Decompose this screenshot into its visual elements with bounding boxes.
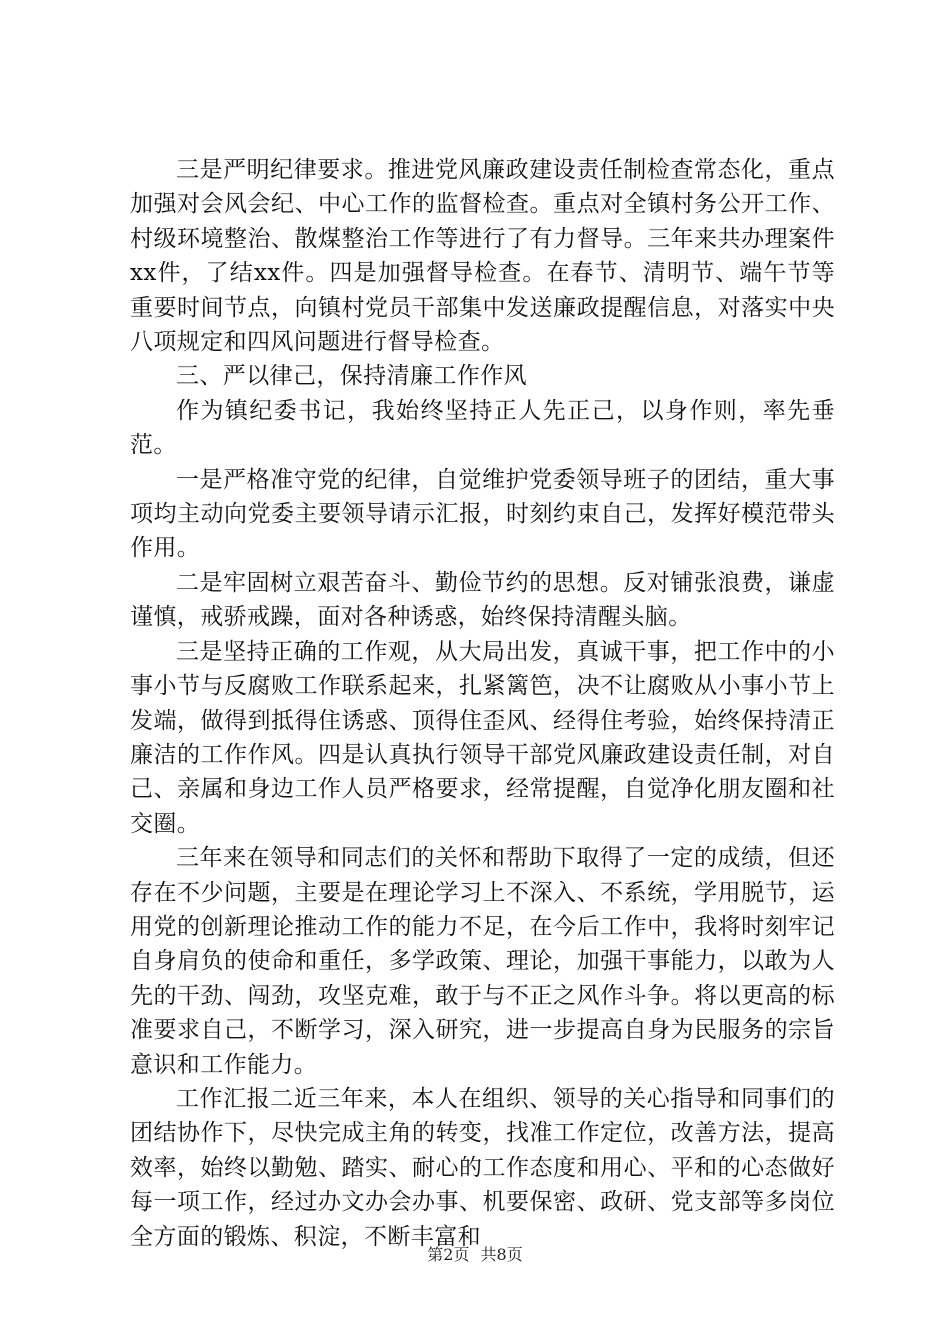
paragraph-point-one: 一是严格准守党的纪律，自觉维护党委领导班子的团结，重大事项均主动向党委主要领导请示汇报，时刻约束自己，发挥好模范带头作用。 — [130, 466, 835, 562]
paragraph-point-two: 二是牢固树立艰苦奋斗、勤俭节约的思想。反对铺张浪费，谦虚谨慎，戒骄戒躁，面对各种诱惑，始终保持清醒头脑。 — [130, 569, 835, 631]
paragraph-work-report-two: 工作汇报二近三年来，本人在组织、领导的关心指导和同事们的团结协作下，尽快完成主角的转变，找准工作定位，改善方法，提高效率，始终以勤勉、踏实、耐心的工作态度和用心、平和的心态做好每一项工作，经过办文办会办事、机要保密、政研、党支部等多岗位全方面的锻炼、积淀，不断丰富和 — [130, 1085, 835, 1250]
paragraph-role-model: 作为镇纪委书记，我始终坚持正人先正己，以身作则，率先垂范。 — [130, 397, 835, 459]
page-total: 共8页 — [480, 1245, 523, 1264]
page-footer — [0, 1244, 950, 1266]
paragraph-point-three: 三是坚持正确的工作观，从大局出发，真诚干事，把工作中的小事小节与反腐败工作联系起来，扎紧篱笆，决不让腐败从小事小节上发端，做得到抵得住诱惑、顶得住歪风、经得住考验，始终保持清正廉洁的工作作风。四是认真执行领导干部党风廉政建设责任制，对自己、亲属和身边工作人员严格要求，经常提醒，自觉净化朋友圈和社交圈。 — [130, 638, 835, 837]
paragraph-summary: 三年来在领导和同志们的关怀和帮助下取得了一定的成绩，但还存在不少问题，主要是在理论学习上不深入、不系统，学用脱节，运用党的创新理论推动工作的能力不足，在今后工作中，我将时刻牢记自身肩负的使命和重任，多学政策、理论，加强干事能力，以敢为人先的干劲、闯劲，攻坚克难，敢于与不正之风作斗争。将以更高的标准要求自己，不断学习，深入研究，进一步提高自身为民服务的宗旨意识和工作能力。 — [130, 845, 835, 1078]
page-number: 第2页 — [427, 1245, 470, 1264]
document-body — [130, 153, 835, 1254]
section-heading-self-discipline: 三、严以律己，保持清廉工作作风 — [176, 363, 527, 390]
paragraph-discipline: 三是严明纪律要求。推进党风廉政建设责任制检查常态化，重点加强对会风会纪、中心工作的监督检查。重点对全镇村务公开工作、村级环境整治、散煤整治工作等进行了有力督导。三年来共办理案件xx件，了结xx件。四是加强督导检查。在春节、清明节、端午节等重要时间节点，向镇村党员干部集中发送廉政提醒信息，对落实中央八项规定和四风问题进行督导检查。 — [130, 157, 835, 356]
